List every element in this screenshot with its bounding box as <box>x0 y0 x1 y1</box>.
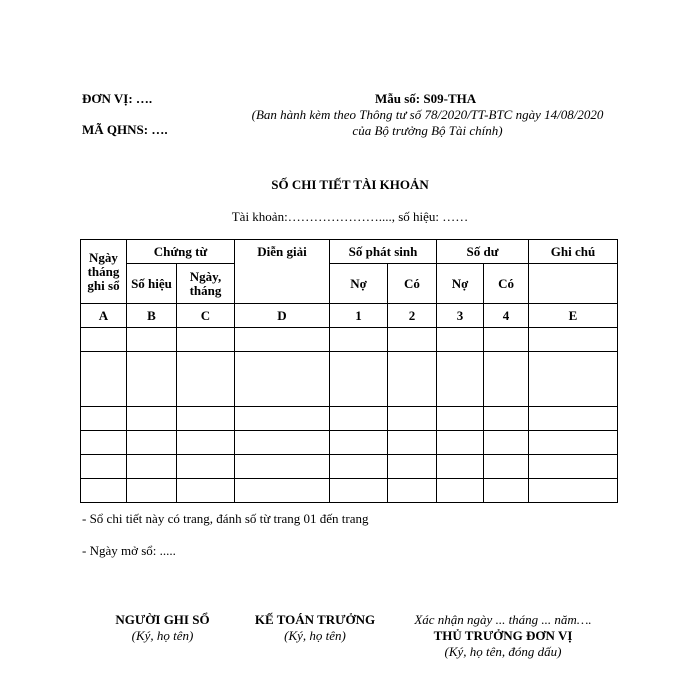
column-code: 2 <box>388 304 437 328</box>
header-text: Ngày <box>89 249 118 265</box>
transactions-credit-header: Có <box>388 264 437 304</box>
description-subheader <box>235 264 330 304</box>
ledger-table <box>80 239 618 503</box>
table-cell <box>437 407 484 431</box>
voucher-header: Chứng từ <box>127 240 235 264</box>
transactions-debit-header: Nợ <box>330 264 388 304</box>
table-cell <box>330 455 388 479</box>
table-cell <box>484 407 529 431</box>
table-cell <box>81 407 127 431</box>
ledger-body <box>81 328 618 503</box>
table-cell <box>484 328 529 352</box>
table-cell <box>388 431 437 455</box>
header-text: tháng <box>189 282 222 298</box>
table-cell <box>529 455 618 479</box>
table-cell <box>388 407 437 431</box>
confirm-date: Xác nhận ngày ... tháng ... năm…. <box>414 612 592 627</box>
table-cell <box>177 328 235 352</box>
voucher-date-header <box>177 264 235 304</box>
account-line: Tài khoản:…………………...., số hiệu: …… <box>231 209 469 224</box>
table-cell <box>235 431 330 455</box>
table-cell <box>484 431 529 455</box>
chief-accountant-title: KẾ TOÁN TRƯỞNG <box>254 612 376 627</box>
table-row <box>81 479 618 503</box>
qhns-label: MÃ QHNS: …. <box>82 122 168 137</box>
table-row <box>81 431 618 455</box>
recorder-title: NGƯỜI GHI SỔ <box>115 612 210 627</box>
table-cell <box>388 455 437 479</box>
header-text: Ngày, <box>189 268 222 284</box>
table-cell <box>484 479 529 503</box>
header-row-1 <box>81 240 618 264</box>
note-header: Ghi chú <box>529 240 618 264</box>
table-cell <box>81 431 127 455</box>
balance-debit-header: Nợ <box>437 264 484 304</box>
table-cell <box>388 328 437 352</box>
table-cell <box>127 407 177 431</box>
column-code: A <box>81 304 127 328</box>
table-cell <box>81 352 127 407</box>
table-cell <box>330 352 388 407</box>
table-cell <box>177 352 235 407</box>
table-cell <box>388 352 437 407</box>
header-text: ghi sổ <box>87 277 120 293</box>
table-cell <box>235 328 330 352</box>
transactions-header: Số phát sinh <box>330 240 437 264</box>
table-cell <box>529 407 618 431</box>
table-cell <box>177 455 235 479</box>
column-code: 3 <box>437 304 484 328</box>
column-code-row <box>81 304 618 328</box>
balance-header: Số dư <box>437 240 529 264</box>
table-row <box>81 407 618 431</box>
table-cell <box>177 407 235 431</box>
head-title: THỦ TRƯỞNG ĐƠN VỊ <box>433 628 573 643</box>
table-cell <box>484 352 529 407</box>
table-cell <box>81 455 127 479</box>
issued-by-line2: của Bộ trưởng Bộ Tài chính) <box>352 123 503 138</box>
column-code: C <box>177 304 235 328</box>
issued-by-line1: (Ban hành kèm theo Thông tư số 78/2020/TT-BTC ngày 14/08/2020 <box>251 107 604 122</box>
column-code: D <box>235 304 330 328</box>
balance-credit-header: Có <box>484 264 529 304</box>
table-cell <box>235 407 330 431</box>
unit-label: ĐƠN VỊ: …. <box>82 91 153 106</box>
table-cell <box>437 479 484 503</box>
recorder-sub: (Ký, họ tên) <box>131 628 194 643</box>
note-subheader <box>529 264 618 304</box>
header-row-2 <box>81 264 618 304</box>
table-cell <box>127 455 177 479</box>
voucher-number-header: Số hiệu <box>127 264 177 304</box>
column-code: 1 <box>330 304 388 328</box>
column-code: E <box>529 304 618 328</box>
page-title: SỐ CHI TIẾT TÀI KHOẢN <box>271 177 429 192</box>
table-cell <box>330 328 388 352</box>
table-row <box>81 455 618 479</box>
header-text: tháng <box>87 263 120 279</box>
open-date-note: - Ngày mở sổ: ..... <box>82 543 176 558</box>
table-cell <box>388 479 437 503</box>
table-cell <box>437 352 484 407</box>
table-row <box>81 352 618 407</box>
table-cell <box>437 431 484 455</box>
description-header: Diễn giải <box>235 240 330 264</box>
table-cell <box>330 479 388 503</box>
table-cell <box>127 328 177 352</box>
table-cell <box>529 479 618 503</box>
table-cell <box>127 479 177 503</box>
date-recorded-header <box>81 240 127 304</box>
table-cell <box>529 431 618 455</box>
head-sub: (Ký, họ tên, đóng dấu) <box>444 644 562 659</box>
column-code: 4 <box>484 304 529 328</box>
table-row <box>81 328 618 352</box>
pages-note: - Sổ chi tiết này có trang, đánh số từ trang 01 đến trang <box>82 511 369 526</box>
table-cell <box>484 455 529 479</box>
table-cell <box>235 455 330 479</box>
table-cell <box>81 479 127 503</box>
table-cell <box>235 479 330 503</box>
chief-accountant-sub: (Ký, họ tên) <box>284 628 346 643</box>
table-cell <box>437 328 484 352</box>
table-cell <box>81 328 127 352</box>
table-cell <box>330 407 388 431</box>
form-code: Mẫu số: S09-THA <box>375 91 477 106</box>
table-cell <box>127 431 177 455</box>
table-cell <box>177 479 235 503</box>
table-cell <box>437 455 484 479</box>
table-cell <box>235 352 330 407</box>
table-cell <box>330 431 388 455</box>
column-code: B <box>127 304 177 328</box>
table-cell <box>529 328 618 352</box>
table-cell <box>177 431 235 455</box>
table-cell <box>127 352 177 407</box>
table-cell <box>529 352 618 407</box>
